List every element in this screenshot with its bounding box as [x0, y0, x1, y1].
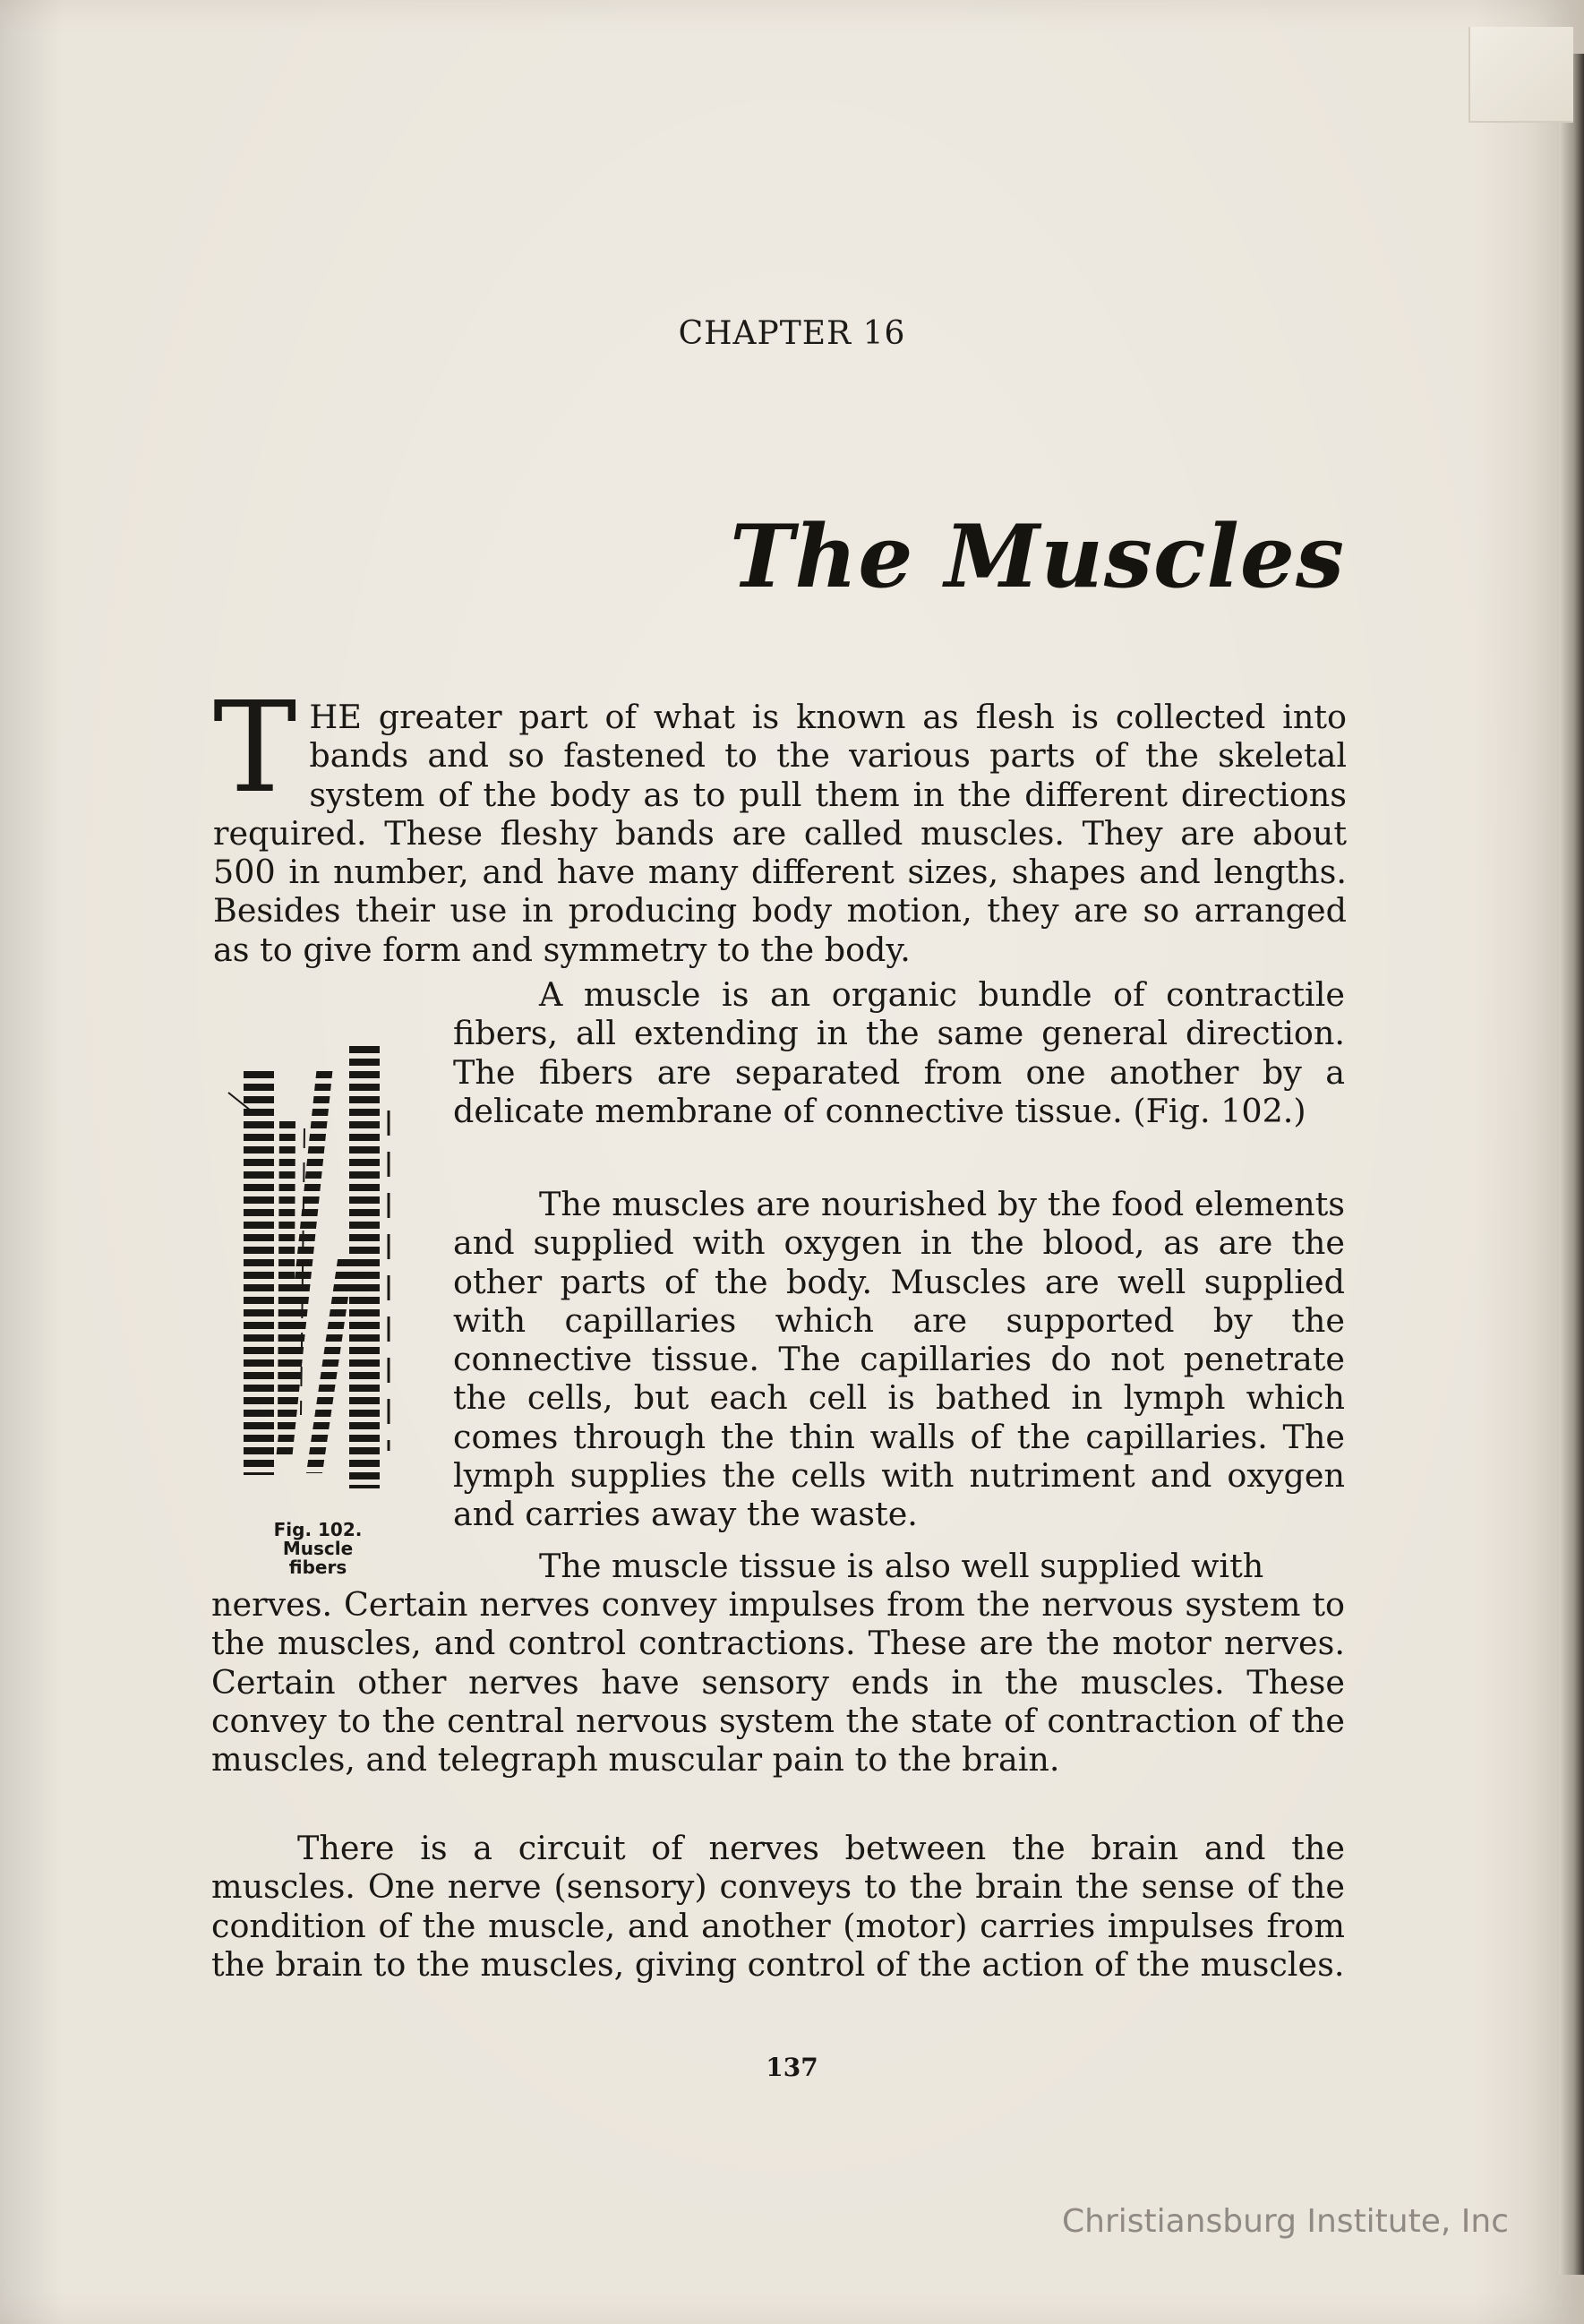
caption-line-3: fibers [288, 1556, 347, 1578]
paragraph-3: The muscles are nourished by the food elements and supplied with oxygen in the blood, as are the other parts of the body. Muscles are well supplied with capillaries which are supported by the connective tissue. The capillaries do not penetrate the cells, but each cell is bathed in lymph which comes through the thin walls of the capillaries. The lymph supplies the cells with nutriment and oxygen and carries away the waste. [453, 1185, 1345, 1534]
chapter-label: CHAPTER 16 [678, 315, 906, 352]
watermark: Christiansburg Institute, Inc [1061, 2203, 1509, 2240]
chapter-title: The Muscles [730, 506, 1345, 607]
caption-line-1: Fig. 102. [273, 1519, 363, 1540]
folded-corner [1468, 27, 1573, 123]
muscle-fibers-figure [224, 1021, 412, 1496]
paragraph-1-text: HE greater part of what is known as flesh is collected into bands and so fastened to the various parts of the skeletal system of the body as to pull them in the different directions required. These fleshy bands are called muscles. They are about 500 in number, and have many different sizes, shapes and lengths. Besides their use in producing body motion, they are so arranged as to give form and symmetry to the body. [213, 698, 1347, 969]
figure-caption [251, 1521, 385, 1577]
drop-cap: T [213, 675, 297, 821]
caption-line-2: Muscle [282, 1538, 354, 1559]
page-number: 137 [766, 2053, 818, 2082]
paragraph-1 [213, 675, 1347, 969]
paragraph-2: A muscle is an organic bundle of contractile fibers, all extending in the same general direction. The fibers are separated from one another by a delicate membrane of connective tissue. (Fig. 102.) [453, 975, 1345, 1130]
paragraph-4-first-line: The muscle tissue is also well supplied with [539, 1547, 1264, 1585]
paragraph-4: nerves. Certain nerves convey impulses from the nervous system to the muscles, and control contractions. These are the motor nerves. Certain other nerves have sensory ends in the muscles. These convey to the central nervous system the state of contraction of the muscles, and telegraph muscular pain to the brain. [211, 1585, 1345, 1779]
paragraph-5: There is a circuit of nerves between the brain and the muscles. One nerve (sensory) conveys to the brain the sense of the condition of the muscle, and another (motor) carries impulses from the brain to the muscles, giving control of the action of the muscles. [211, 1829, 1345, 1984]
muscle-fibers-illustration [224, 1021, 412, 1496]
page-edge [1559, 54, 1584, 2275]
